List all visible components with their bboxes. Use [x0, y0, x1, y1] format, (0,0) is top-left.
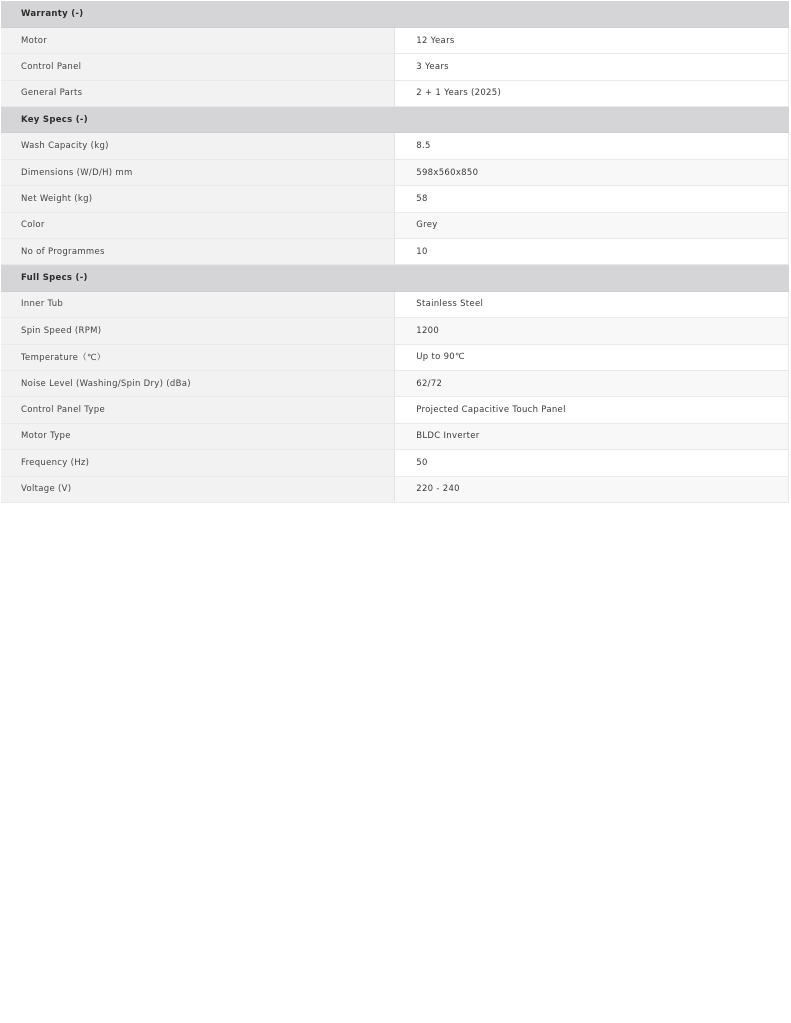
spec-label: Color	[1, 212, 395, 238]
spec-row-control-panel-type	[1, 397, 789, 423]
spec-label: No of Programmes	[1, 239, 395, 265]
spec-value: 2 + 1 Years (2025)	[395, 80, 789, 106]
spec-row-spin-speed	[1, 318, 789, 344]
spec-label: Inner Tub	[1, 291, 395, 317]
spec-row-wash-capacity	[1, 133, 789, 159]
spec-row-temperature	[1, 344, 789, 370]
spec-label: Dimensions (W/D/H) mm	[1, 159, 395, 185]
spec-label: Noise Level (Washing/Spin Dry) (dBa)	[1, 370, 395, 396]
spec-value: Up to 90℃	[395, 344, 789, 370]
spec-value: 3 Years	[395, 54, 789, 80]
spec-value: Projected Capacitive Touch Panel	[395, 397, 789, 423]
spec-row-general-parts	[1, 80, 789, 106]
spec-row-motor	[1, 27, 789, 53]
spec-row-frequency	[1, 450, 789, 476]
spec-label: Control Panel Type	[1, 397, 395, 423]
spec-row-motor-type	[1, 423, 789, 449]
spec-label: Spin Speed (RPM)	[1, 318, 395, 344]
spec-label: Motor Type	[1, 423, 395, 449]
spec-label: Temperature（℃）	[1, 344, 395, 370]
section-title[interactable]: Warranty (-)	[1, 1, 789, 27]
section-title[interactable]: Key Specs (-)	[1, 107, 789, 133]
section-header-warranty[interactable]	[1, 1, 789, 27]
spec-value: 1200	[395, 318, 789, 344]
spec-table	[1, 1, 789, 503]
spec-row-dimensions	[1, 159, 789, 185]
spec-value: 10	[395, 239, 789, 265]
spec-label: General Parts	[1, 80, 395, 106]
spec-label: Control Panel	[1, 54, 395, 80]
section-title[interactable]: Full Specs (-)	[1, 265, 789, 291]
spec-row-net-weight	[1, 186, 789, 212]
spec-value: Grey	[395, 212, 789, 238]
spec-value: BLDC Inverter	[395, 423, 789, 449]
spec-value: Stainless Steel	[395, 291, 789, 317]
spec-row-voltage	[1, 476, 789, 502]
spec-value: 58	[395, 186, 789, 212]
spec-label: Net Weight (kg)	[1, 186, 395, 212]
spec-value: 220 - 240	[395, 476, 789, 502]
spec-value: 598x560x850	[395, 159, 789, 185]
spec-value: 8.5	[395, 133, 789, 159]
section-header-full-specs[interactable]	[1, 265, 789, 291]
section-header-key-specs[interactable]	[1, 107, 789, 133]
spec-row-control-panel	[1, 54, 789, 80]
spec-label: Motor	[1, 27, 395, 53]
spec-row-inner-tub	[1, 291, 789, 317]
spec-row-programmes	[1, 239, 789, 265]
spec-value: 62/72	[395, 370, 789, 396]
spec-table-body	[1, 1, 789, 502]
spec-row-noise-level	[1, 370, 789, 396]
spec-value: 12 Years	[395, 27, 789, 53]
spec-label: Frequency (Hz)	[1, 450, 395, 476]
spec-label: Voltage (V)	[1, 476, 395, 502]
spec-value: 50	[395, 450, 789, 476]
spec-label: Wash Capacity (kg)	[1, 133, 395, 159]
spec-row-color	[1, 212, 789, 238]
